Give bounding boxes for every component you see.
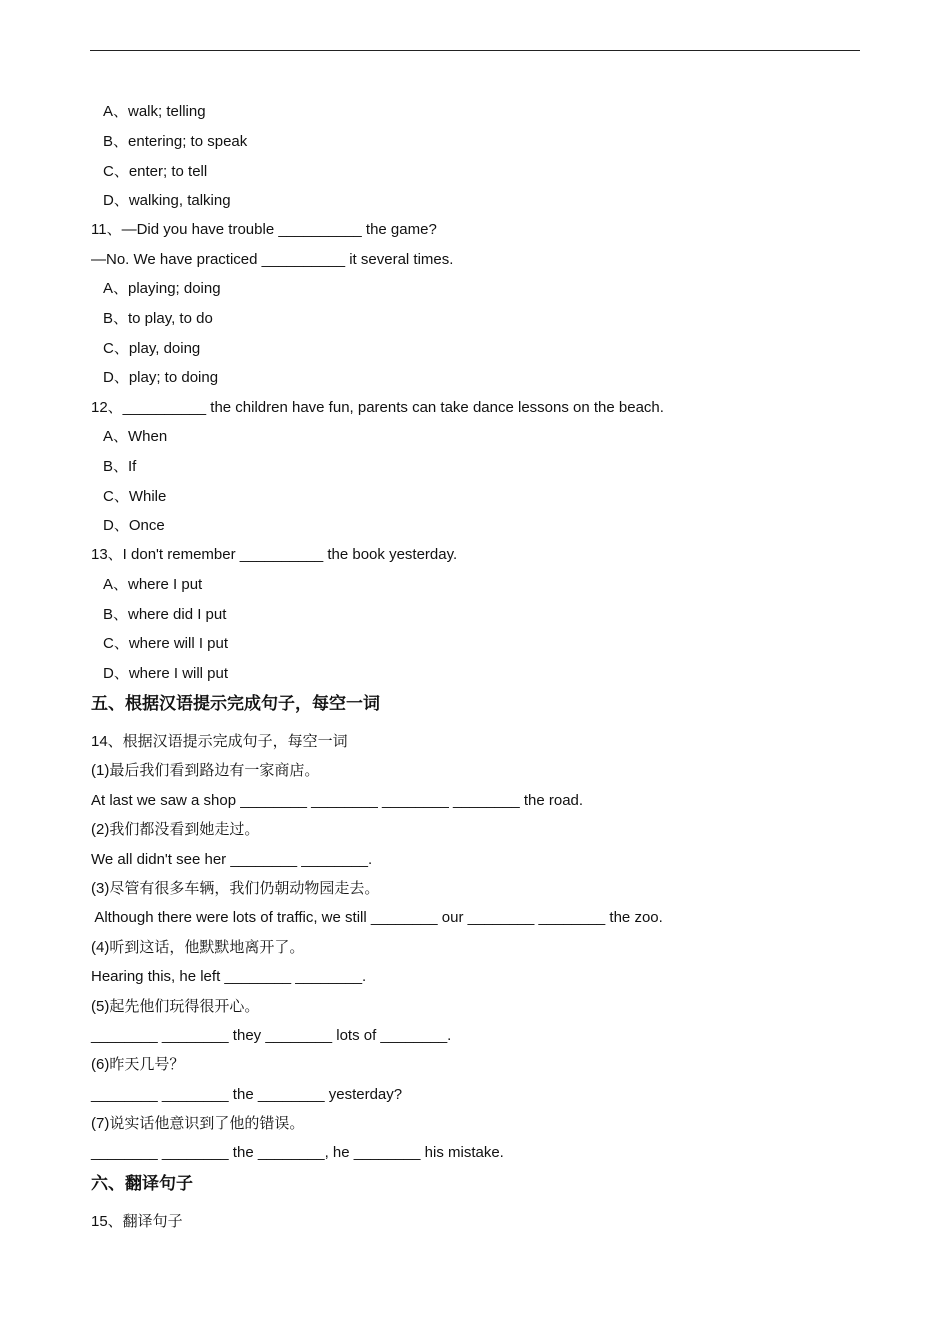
option-11c: C、play, doing <box>103 340 201 357</box>
section-6-heading: 六、翻译句子 <box>91 1174 193 1194</box>
header-rule <box>90 50 860 51</box>
question-13-stem: 13、I don't remember __________ the book yesterday. <box>91 546 458 563</box>
option-10a: A、walk; telling <box>103 103 206 120</box>
option-10d: D、walking, talking <box>103 192 231 209</box>
option-12a: A、When <box>103 428 168 445</box>
option-13d: D、where I will put <box>103 665 229 682</box>
item-1-chinese: (1)最后我们看到路边有一家商店。 <box>91 762 320 779</box>
question-15-title: 15、翻译句子 <box>91 1213 183 1230</box>
question-12-stem: 12、__________ the children have fun, parents can take dance lessons on the beach. <box>91 399 664 416</box>
question-11-stem: 11、—Did you have trouble __________ the game? <box>91 221 437 238</box>
item-4-english: Hearing this, he left ________ ________. <box>91 968 367 985</box>
option-10b: B、entering; to speak <box>103 133 248 150</box>
item-2-english: We all didn't see her ________ ________. <box>91 851 373 868</box>
option-13c: C、where will I put <box>103 635 229 652</box>
item-5-english: ________ ________ they ________ lots of ________. <box>91 1027 452 1044</box>
option-12d: D、Once <box>103 517 165 534</box>
question-11-stem-reply: —No. We have practiced __________ it several times. <box>91 251 454 268</box>
question-14-title: 14、根据汉语提示完成句子，每空一词 <box>91 733 348 750</box>
item-6-english: ________ ________ the ________ yesterday? <box>91 1086 403 1103</box>
item-7-chinese: (7)说实话他意识到了他的错误。 <box>91 1115 305 1132</box>
option-10c: C、enter; to tell <box>103 163 208 180</box>
item-6-chinese: (6)昨天几号？ <box>91 1056 185 1073</box>
item-3-english: Although there were lots of traffic, we still ________ our ________ ________ the zoo. <box>91 909 663 926</box>
item-3-chinese: (3)尽管有很多车辆，我们仍朝动物园走去。 <box>91 880 380 897</box>
option-11d: D、play; to doing <box>103 369 219 386</box>
item-2-chinese: (2)我们都没看到她走过。 <box>91 821 260 838</box>
item-5-chinese: (5)起先他们玩得很开心。 <box>91 998 260 1015</box>
option-12c: C、While <box>103 488 167 505</box>
option-12b: B、If <box>103 458 137 475</box>
item-4-chinese: (4)听到这话，他默默地离开了。 <box>91 939 305 956</box>
option-11a: A、playing; doing <box>103 280 221 297</box>
item-1-english: At last we saw a shop ________ ________ ________ ________ the road. <box>91 792 584 809</box>
option-13b: B、where did I put <box>103 606 227 623</box>
option-11b: B、to play, to do <box>103 310 213 327</box>
option-13a: A、where I put <box>103 576 203 593</box>
section-5-heading: 五、根据汉语提示完成句子，每空一词 <box>91 694 380 714</box>
item-7-english: ________ ________ the ________, he ________ his mistake. <box>91 1144 504 1161</box>
